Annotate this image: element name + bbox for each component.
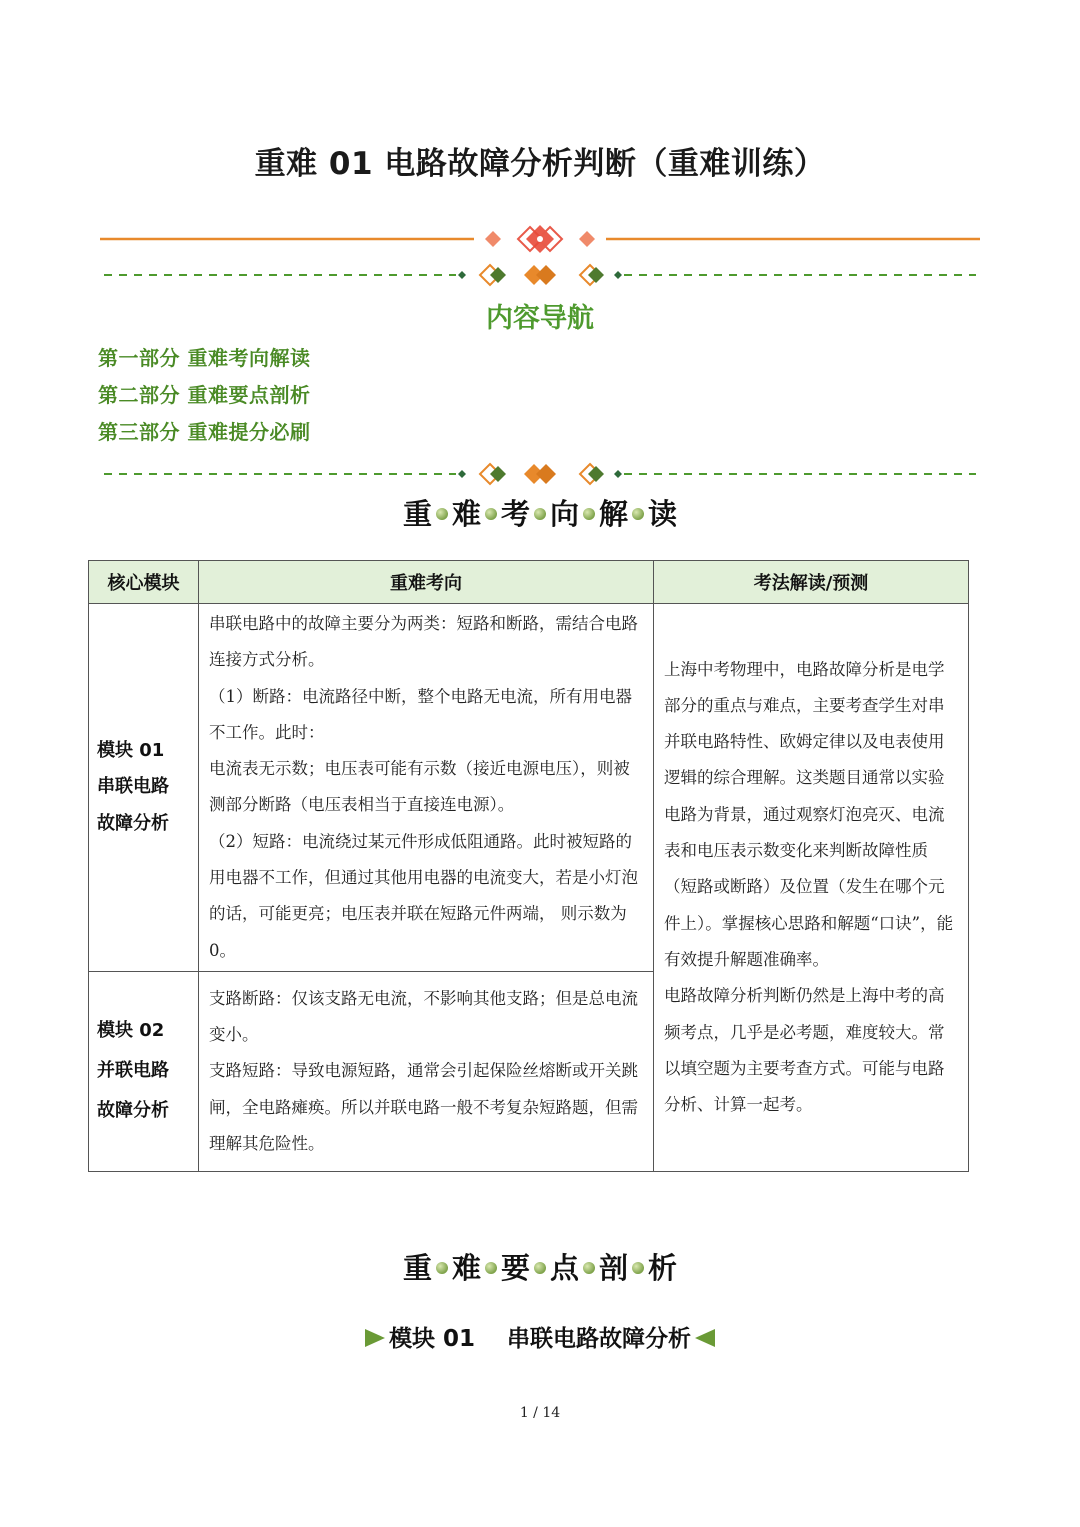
orange-divider-ornament	[100, 222, 980, 258]
module-line: 故障分析	[97, 812, 169, 834]
table-row	[89, 604, 969, 972]
direction-paragraph: （2）短路：电流绕过某元件形成低阻通路。此时被短路的用电器不工作，但通过其他用电器的电流变大，若是小灯泡的话，可能更亮；电压表并联在短路元件两端， 则示数为 0。	[209, 831, 638, 960]
bullet-dot-icon	[534, 1262, 546, 1274]
section-title-char: 解	[599, 497, 629, 531]
section-title-char: 考	[500, 497, 530, 531]
bullet-dot-icon	[534, 508, 546, 520]
column-header-direction: 重难考向	[199, 561, 654, 604]
section-title-key-directions	[0, 492, 1080, 533]
section-title-char: 读	[648, 497, 678, 531]
column-header-module: 核心模块	[89, 561, 199, 604]
module-line: 模块 02	[97, 1020, 165, 1042]
bullet-dot-icon	[583, 1262, 595, 1274]
bullet-dot-icon	[583, 508, 595, 520]
triangle-left-icon	[695, 1329, 715, 1347]
direction-cell	[199, 971, 654, 1171]
direction-paragraph: 串联电路中的故障主要分为两类：短路和断路，需结合电路连接方式分析。	[209, 614, 638, 670]
dashed-divider-ornament	[100, 462, 980, 486]
analysis-paragraph: 上海中考物理中，电路故障分析是电学部分的重点与难点，主要考查学生对串并联电路特性、欧姆定律以及电表使用逻辑的综合理解。这类题目通常以实验电路为背景，通过观察灯泡亮灭、电流表和电压表示数变化来判断故障性质（短路或断路）及位置（发生在哪个元件上）。掌握核心思路和解题“口诀”，能有效提升解题准确率。	[664, 659, 954, 969]
bullet-dot-icon	[436, 1262, 448, 1274]
nav-item-part-2[interactable]: 第二部分 重难要点剖析	[98, 383, 311, 407]
module-heading-text: 模块 01 串联电路故障分析	[388, 1326, 692, 1352]
nav-item-part-1[interactable]: 第一部分 重难考向解读	[98, 346, 311, 370]
section-title-char: 析	[648, 1251, 678, 1285]
section-title-key-points	[0, 1246, 1080, 1287]
direction-paragraph: 电流表无示数；电压表可能有示数（接近电源电压），则被测部分断路（电压表相当于直接连电源）。	[209, 759, 630, 815]
analysis-paragraph: 电路故障分析判断仍然是上海中考的高频考点，几乎是必考题，难度较大。常以填空题为主要考查方式。可能与电路分析、计算一起考。	[664, 986, 945, 1115]
module-line: 并联电路	[97, 1060, 169, 1082]
module-cell	[89, 604, 199, 972]
bullet-dot-icon	[632, 1262, 644, 1274]
section-title-char: 点	[550, 1251, 580, 1285]
nav-item-part-3[interactable]: 第三部分 重难提分必刷	[98, 420, 311, 444]
module-heading	[0, 1320, 1080, 1353]
content-navigation-heading: 内容导航	[486, 303, 594, 334]
section-title-char: 难	[451, 1251, 481, 1285]
triangle-right-icon	[365, 1329, 385, 1347]
module-line: 模块 01	[97, 739, 165, 761]
table-header-row	[89, 561, 969, 604]
direction-paragraph: （1）断路：电流路径中断，整个电路无电流，所有用电器不工作。此时：	[209, 686, 632, 742]
direction-paragraph: 支路断路：仅该支路无电流，不影响其他支路；但是总电流变小。	[209, 988, 638, 1045]
module-line: 故障分析	[97, 1100, 169, 1122]
section-title-char: 要	[500, 1251, 530, 1285]
analysis-cell	[654, 604, 969, 1172]
section-title-char: 重	[402, 1251, 432, 1285]
direction-paragraph: 支路短路：导致电源短路，通常会引起保险丝熔断或开关跳闸，全电路瘫痪。所以并联电路一般不考复杂短路题，但需理解其危险性。	[209, 1061, 638, 1153]
bullet-dot-icon	[436, 508, 448, 520]
section-title-char: 剖	[599, 1251, 629, 1285]
page-number: 1 / 14	[519, 1405, 561, 1421]
direction-cell	[199, 604, 654, 972]
key-directions-table	[88, 560, 969, 1172]
module-cell	[89, 971, 199, 1171]
dashed-divider-ornament	[100, 263, 980, 287]
bullet-dot-icon	[485, 508, 497, 520]
section-title-char: 难	[451, 497, 481, 531]
bullet-dot-icon	[632, 508, 644, 520]
section-title-char: 重	[402, 497, 432, 531]
column-header-analysis: 考法解读/预测	[654, 561, 969, 604]
bullet-dot-icon	[485, 1262, 497, 1274]
section-title-char: 向	[550, 497, 580, 531]
page-title: 重难 01 电路故障分析判断（重难训练）	[254, 146, 826, 182]
module-line: 串联电路	[97, 776, 169, 798]
